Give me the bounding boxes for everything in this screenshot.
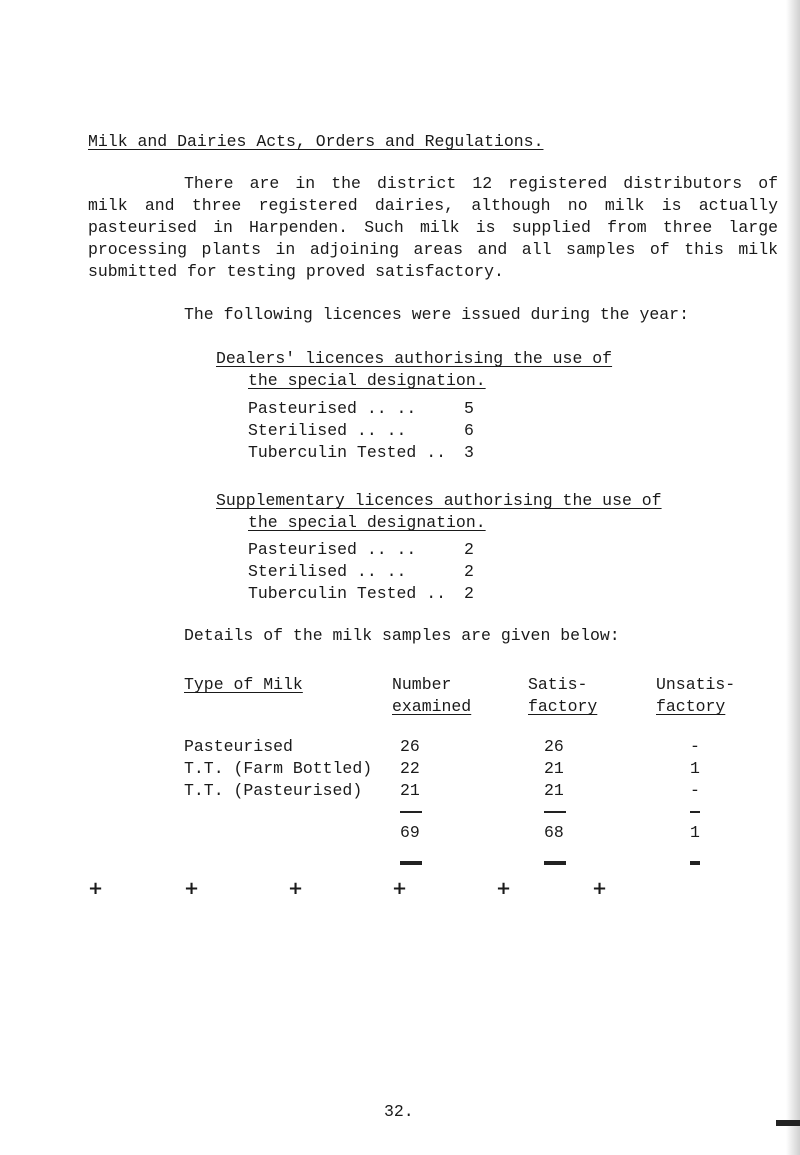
double-rule-satisfactory (544, 861, 566, 865)
page-edge-shadow (786, 0, 800, 1155)
licence-type: Pasteurised .. .. (248, 399, 417, 418)
list-item (248, 398, 474, 420)
header-satisfactory (528, 674, 597, 718)
double-rule-number (400, 861, 422, 865)
cell-type: Pasteurised (184, 737, 293, 756)
page-number: 32. (384, 1102, 414, 1121)
licence-type: Sterilised .. .. (248, 421, 407, 440)
header-number-examined (392, 674, 471, 718)
separator-cross: + (592, 878, 608, 899)
supplementary-licence-list (248, 539, 474, 605)
cell-unsatisfactory: - (690, 781, 700, 800)
total-number: 69 (400, 823, 420, 842)
intro-paragraph: There are in the district 12 registered distributors of milk and three registered dairies, although no milk is actually pasteurised in Harpenden. Such milk is supplied from three large processing plants in adjoining areas and all samples of this milk submitted for testing proved satisfactory. (88, 174, 778, 281)
section-heading: Milk and Dairies Acts, Orders and Regulations. (88, 132, 544, 151)
table-body (184, 736, 784, 876)
cell-satisfactory: 21 (544, 781, 564, 800)
rule-satisfactory (544, 811, 566, 813)
milk-samples-table (184, 674, 784, 842)
licence-count: 3 (464, 443, 474, 462)
header-number-line2: examined (392, 697, 472, 716)
header-type-of-milk (184, 674, 303, 696)
supplementary-heading-line2: the special designation. (248, 513, 486, 532)
total-satisfactory: 68 (544, 823, 564, 842)
totals-double-rule (184, 852, 784, 876)
cell-type: T.T. (Farm Bottled) (184, 759, 373, 778)
separator-cross: + (288, 878, 304, 899)
dealers-licence-list (248, 398, 474, 464)
separator-cross: + (88, 878, 104, 899)
table-header (184, 674, 784, 718)
cell-satisfactory: 26 (544, 737, 564, 756)
header-type-label: Type of Milk (184, 675, 303, 694)
header-unsat-line1: Unsatis- (656, 675, 736, 694)
licence-type: Tuberculin Tested .. (248, 443, 447, 462)
table-row (184, 736, 784, 758)
licence-count: 6 (464, 421, 474, 440)
supplementary-heading-line1: Supplementary licences authorising the use of (216, 491, 662, 510)
cell-number: 22 (400, 759, 420, 778)
cell-number: 21 (400, 781, 420, 800)
cell-unsatisfactory: 1 (690, 759, 700, 778)
total-unsatisfactory: 1 (690, 823, 700, 842)
licences-intro: The following licences were issued during the year: (184, 305, 689, 324)
cell-unsatisfactory: - (690, 737, 700, 756)
list-item (248, 442, 474, 464)
list-item (248, 539, 474, 561)
list-item (248, 583, 474, 605)
table-row (184, 758, 784, 780)
list-item (248, 561, 474, 583)
totals-rule (184, 802, 784, 820)
rule-unsatisfactory (690, 811, 700, 813)
supplementary-licences-heading (216, 490, 662, 534)
header-sat-line1: Satis- (528, 675, 588, 694)
cell-type: T.T. (Pasteurised) (184, 781, 363, 800)
double-rule-unsatisfactory (690, 861, 700, 865)
separator-cross: + (496, 878, 512, 899)
section-separator (88, 878, 708, 908)
licence-count: 5 (464, 399, 474, 418)
page-edge-mark (776, 1120, 800, 1126)
licence-type: Tuberculin Tested .. (248, 584, 447, 603)
details-intro: Details of the milk samples are given below: (184, 626, 620, 645)
totals-row (184, 822, 784, 844)
header-number-line1: Number (392, 675, 452, 694)
separator-cross: + (392, 878, 408, 899)
dealers-licences-heading (216, 348, 612, 392)
licence-type: Sterilised .. .. (248, 562, 407, 581)
licence-count: 2 (464, 540, 474, 559)
licence-count: 2 (464, 584, 474, 603)
dealers-heading-line2: the special designation. (248, 371, 486, 390)
licence-count: 2 (464, 562, 474, 581)
cell-number: 26 (400, 737, 420, 756)
list-item (248, 420, 474, 442)
table-row (184, 780, 784, 802)
rule-number (400, 811, 422, 813)
header-unsatisfactory (656, 674, 735, 718)
cell-satisfactory: 21 (544, 759, 564, 778)
header-sat-line2: factory (528, 697, 598, 716)
licence-type: Pasteurised .. .. (248, 540, 417, 559)
header-unsat-line2: factory (656, 697, 726, 716)
separator-cross: + (184, 878, 200, 899)
dealers-heading-line1: Dealers' licences authorising the use of (216, 349, 613, 368)
